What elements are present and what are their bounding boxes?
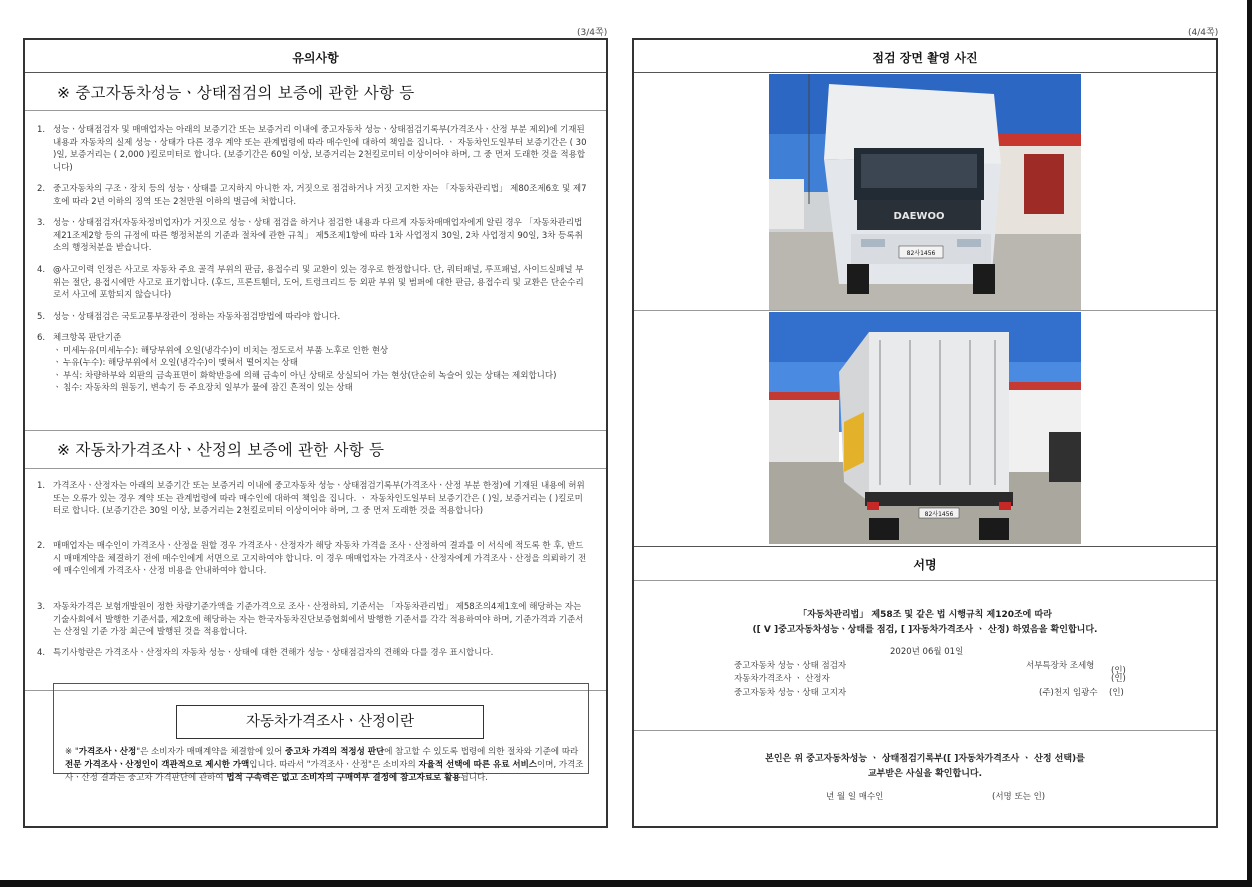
divider — [25, 468, 606, 469]
notice-emphasis: 자율적 선택에 따른 유료 서비스 — [418, 760, 538, 770]
criteria-item: ㆍ 침수: 자동차의 원동기, 변속기 등 주요장치 일부가 물에 잠긴 흔적이 있는 상태 — [53, 383, 353, 394]
receipt-confirmation: 교부받은 사실을 확인합니다. — [867, 769, 982, 779]
signature-date: 2020년 06월 01일 — [890, 647, 964, 657]
notice-emphasis: 가격조사ㆍ산정 — [78, 747, 137, 757]
page-number-left: (3/4쪽) — [577, 28, 608, 38]
signer-name: 서부특장차 조세형 — [1026, 661, 1095, 671]
divider — [634, 730, 1216, 731]
list-item: 1. 가격조사ㆍ산정자는 아래의 보증기간 또는 보증거리 이내에 중고자동차 성능ㆍ상태점검기록부(가격조사ㆍ산정 부분 한정)에 기재된 내용에 허위 또는 오류가 있는 경우 계약 또는 관계법령에 따라 매수인에 대하여 책임을 집니다. ㆍ 자동차인도일부터 보증기간은 ( )일, 보증거리는 ( )킬로미터로 합니다. (보증기간은 30일 이상, 보증거리는 2천킬로미터 이상이어야 하며, 그 중 먼저 도래한 것을 적용합니다) — [37, 481, 585, 517]
divider — [25, 110, 606, 111]
list-item: 4. 특기사항란은 가격조사ㆍ산정자의 자동차 성능ㆍ상태에 대한 견해가 성능ㆍ상태점검자의 견해와 다를 경우 표시합니다. — [37, 648, 494, 658]
inspection-photo-rear — [769, 312, 1081, 544]
criteria-item: ㆍ 미세누유(미세누수): 해당부위에 오일(냉각수)이 비치는 정도로서 부품 노후로 인한 현상 — [53, 345, 389, 356]
buyer-signature: (서명 또는 인) — [992, 792, 1046, 802]
photo-panel — [632, 38, 1218, 828]
signature-header: 서명 — [913, 558, 937, 572]
section-title-pricing: ※ 자동차가격조사ㆍ산정의 보증에 관한 사항 등 — [57, 441, 385, 459]
notice-fragment: 됩니다. — [460, 773, 488, 783]
notice-emphasis: 법적 구속력은 없고 소비자의 구매여부 결정에 참고자료로 활용 — [226, 773, 461, 783]
buyer-line: 년 월 일 매수인 — [826, 792, 884, 802]
divider — [634, 580, 1216, 581]
divider — [25, 72, 606, 73]
frame-edge — [1247, 0, 1252, 887]
divider — [25, 430, 606, 431]
page-number-right: (4/4쪽) — [1188, 28, 1219, 38]
list-item: 2. 중고자동차의 구조ㆍ장치 등의 성능ㆍ상태를 고지하지 아니한 자, 거짓으로 점검하거나 거짓 고지한 자는 「자동차관리법」 제80조제6호 및 제7호에 따라 2년 이하의 징역 또는 2천만원 이하의 벌금에 처합니다. — [37, 184, 587, 207]
notes-header: 유의사항 — [292, 51, 339, 65]
criteria-item: ㆍ 누유(누수): 해당부위에서 오일(냉각수)이 맺혀서 떨어지는 상태 — [53, 358, 298, 369]
section-title-inspection: ※ 중고자동차성능ㆍ상태점검의 보증에 관한 사항 등 — [57, 84, 415, 102]
signer-name: (주)천지 임광수 — [1039, 688, 1098, 698]
signer-role: 자동차가격조사 ㆍ 산정자 — [734, 674, 830, 684]
signer-role: 중고자동차 성능ㆍ상태 고지자 — [734, 688, 847, 698]
notice-fragment: 에 참고할 수 있도록 법령에 의한 절차와 기준에 따라 — [384, 747, 579, 757]
notice-fragment: 이며, 가격조사ㆍ산정 결과는 중고차 가격판단에 관하여 — [65, 760, 584, 783]
notice-fragment: "은 소비자가 매매계약을 체결함에 있어 — [136, 747, 286, 757]
list-item: 6. 체크항목 판단기준 ㆍ 미세누유(미세누수): 해당부위에 오일(냉각수)이 비치는 정도로서 부품 노후로 인한 현상 ㆍ 누유(누수): 해당부위에서 오일(냉각수)이 맺혀서 떨어지는 상태 ㆍ 부식: 차량하부와 외판의 금속표면이 화학반응에 의해 금속이 아닌 상태로 상실되어 가는 현상(단순히 녹슬어 있는 상태는 제외합니다) ㆍ 침수: 자동차의 원동기, 변속기 등 주요장치 일부가 물에 잠긴 흔적이 있는 상태 — [37, 332, 588, 395]
notice-fragment: 입니다. 따라서 "가격조사ㆍ산정"은 소비자의 — [249, 760, 419, 770]
criteria-item: ㆍ 부식: 차량하부와 외판의 금속표면이 화학반응에 의해 금속이 아닌 상태로 상실되어 가는 현상(단순히 녹슬어 있는 상태는 제외합니다) — [53, 370, 557, 381]
list-item: 2. 매매업자는 매수인이 가격조사ㆍ산정을 원할 경우 가격조사ㆍ산정자가 해당 자동차 가격을 조사ㆍ산정하여 결과를 이 서식에 적도록 한 후, 반드시 매매계약을 체결하기 전에 매수인에게 서면으로 고지하여야 합니다. 이 경우 매매업자는 가격조사ㆍ산정자에게 가격조사ㆍ산정을 의뢰하기 전에 매수인에게 가격조사ㆍ산정 비용을 안내하여야 합니다. — [37, 541, 587, 577]
list-item: 5. 성능ㆍ상태점검은 국토교통부장관이 정하는 자동차점검방법에 따라야 합니다. — [37, 312, 341, 322]
seal-mark: (인) — [1109, 688, 1124, 698]
list-item: 3. 성능ㆍ상태점검자(자동차정비업자)가 거짓으로 성능ㆍ상태 점검을 하거나 점검한 내용과 다르게 자동차매매업자에게 알린 경우 「자동차관리법 제21조제2항 등의 규정에 따른 행정처분의 기준과 절차에 관한 규칙」 제5조제1항에 따라 1차 사업정지 30일, 2차 사업정지 90일, 3차 등록취소의 행정처분을 받습니다. — [37, 218, 583, 254]
notice-title: 자동차가격조사ㆍ산정이란 — [176, 705, 484, 739]
divider — [634, 546, 1216, 547]
notice-text — [65, 746, 585, 785]
list-item: 1. 성능ㆍ상태점검자 및 매매업자는 아래의 보증기간 또는 보증거리 이내에 중고자동차 성능ㆍ상태점검기록부(가격조사ㆍ산정 부분 제외)에 기재된 내용과 자동차의 실제 성능ㆍ상태가 다른 경우 계약 또는 관계법령에 따라 매수인에 대하여 책임을 집니다. ㆍ 자동차인도일부터 보증기간은 ( 30 )일, 보증거리는 ( 2,000 )킬로미터로 합니다. (보증기간은 60일 이상, 보증거리는 2천킬로미터 이상이어야 하며, 그 중 먼저 도래한 것을 적용합니다) — [37, 125, 587, 173]
list-item: 4. @사고이력 인정은 사고로 자동차 주요 골격 부위의 판금, 용접수리 및 교환이 있는 경우로 한정합니다. 단, 쿼터패널, 루프패널, 사이드실패널 부위는 절단, 용접시에만 사고로 표기합니다. (후드, 프론트휀더, 도어, 트렁크리드 등 외판 부위 및 범퍼에 대한 판금, 용접수리 및 교환은 단순수리로서 사고에 포함되지 않습니다) — [37, 265, 584, 301]
photo-header: 점검 장면 촬영 사진 — [872, 51, 978, 65]
seal-mark: (인) — [1111, 674, 1126, 684]
law-statement: ([ V ]중고자동차성능ㆍ상태를 점검, [ ]자동차가격조사 ㆍ 산정) 하였음을 확인합니다. — [752, 625, 1098, 635]
divider — [634, 72, 1216, 73]
license-plate: 82사1456 — [924, 511, 954, 518]
truck-brand: DAEWOO — [893, 211, 945, 222]
seal-mark: (인) — [1111, 666, 1126, 676]
list-item: 3. 자동차가격은 보험개발원이 정한 차량기준가액을 기준가격으로 조사ㆍ산정하되, 기준서는 「자동차관리법」 제58조의4제1호에 해당하는 자는 기술사회에서 발행한 기준서를, 제2호에 해당하는 자는 한국자동차진단보증협회에서 발행한 기준서를 각각 적용하여야 하며, 기준가격과 기준서는 산정일 기준 가장 최근에 발행된 것을 적용합니다. — [37, 602, 584, 638]
divider — [634, 310, 1216, 311]
notice-emphasis: 전문 가격조사ㆍ산정인이 객관적으로 제시한 가액 — [65, 760, 250, 770]
notice-emphasis: 중고차 가격의 적정성 판단 — [285, 747, 385, 757]
signer-role: 중고자동차 성능ㆍ상태 점검자 — [734, 661, 847, 671]
notice-fragment: ※ " — [65, 747, 79, 757]
law-statement: 「자동차관리법」 제58조 및 같은 법 시행규칙 제120조에 따라 — [798, 610, 1052, 620]
receipt-confirmation: 본인은 위 중고자동차성능 ㆍ 상태점검기록부([ ]자동차가격조사 ㆍ 산정 선택)를 — [765, 754, 1085, 764]
frame-edge — [0, 880, 1252, 887]
inspection-photo-front — [769, 74, 1081, 310]
license-plate: 82사1456 — [906, 250, 936, 257]
